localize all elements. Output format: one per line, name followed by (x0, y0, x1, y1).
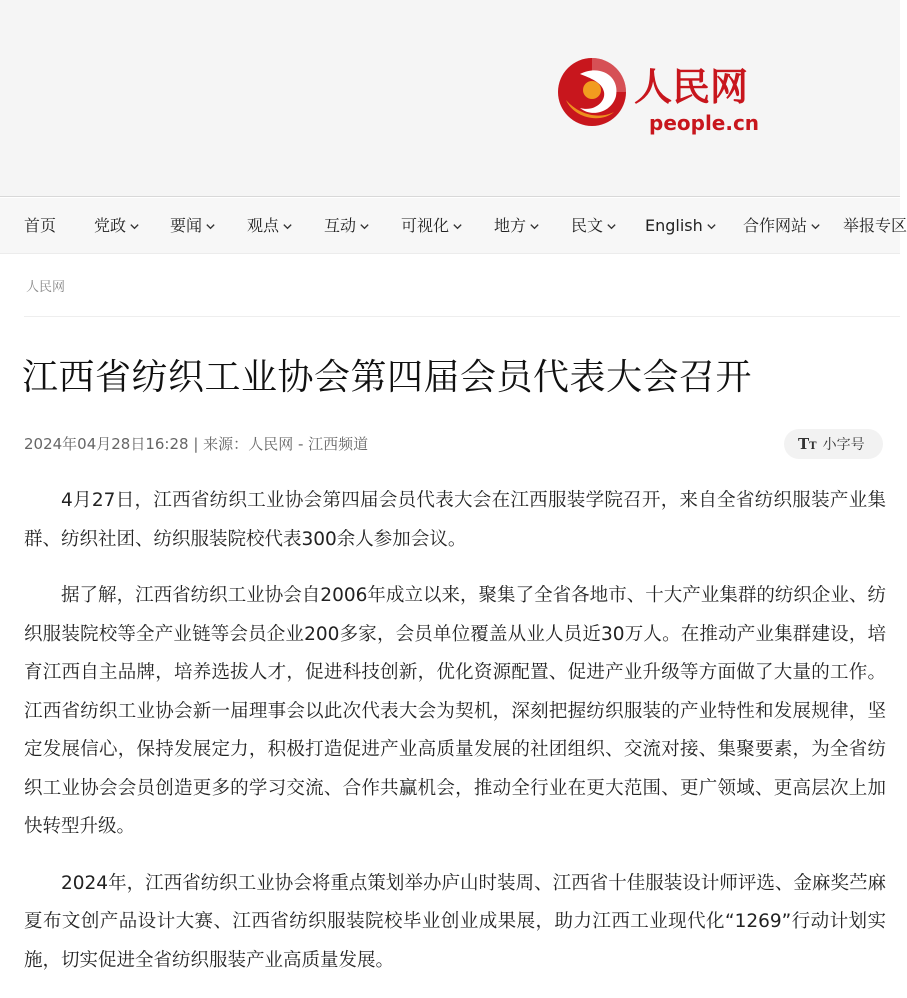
people-cn-logo[interactable] (556, 52, 776, 134)
nav-item-label: 可视化 (401, 216, 450, 235)
article-paragraph: 4月27日，江西省纺织工业协会第四届会员代表大会在江西服装学院召开，来自全省纺织服装产业集群、纺织社团、纺织服装院校代表300余人参加会议。 (24, 490, 886, 550)
nav-item-local[interactable] (494, 198, 540, 254)
nav-item-label: 要闻 (170, 216, 203, 235)
nav-item-label: English (645, 216, 703, 235)
chevron-down-icon (452, 221, 463, 232)
nav-item-news[interactable] (170, 198, 216, 254)
chevron-down-icon (706, 221, 717, 232)
chevron-down-icon (810, 221, 821, 232)
font-toggle-label: 小字号 (822, 437, 865, 453)
nav-item-label: 党政 (94, 216, 127, 235)
nav-item-interact[interactable] (324, 198, 370, 254)
chevron-down-icon (529, 221, 540, 232)
nav-item-label: 互动 (324, 216, 357, 235)
article-body (24, 482, 886, 998)
meta-separator: | (188, 435, 204, 453)
nav-item-visual[interactable] (401, 198, 463, 254)
nav-item-report[interactable] (843, 198, 907, 254)
publish-date: 2024年04月28日16:28 (24, 435, 189, 453)
logo-text-en: people.cn (649, 111, 760, 135)
nav-item-label: 首页 (24, 216, 57, 235)
article-paragraph: 2024年，江西省纺织工业协会将重点策划举办庐山时装周、江西省十佳服装设计师评选、金麻奖苎麻夏布文创产品设计大赛、江西省纺织服装院校毕业创业成果展，助力江西工业现代化“1269”行动计划实施，切实促进全省纺织服装产业高质量发展。 (24, 872, 886, 971)
main-nav (0, 198, 907, 254)
article-paragraph: 据了解，江西省纺织工业协会自2006年成立以来，聚集了全省各地市、十大产业集群的纺织企业、纺织服装院校等全产业链等会员企业200多家，会员单位覆盖从业人员近30万人。在推动产业集群建设，培育江西自主品牌，培养选拔人才，促进科技创新，优化资源配置、促进产业升级等方面做了大量的工作。江西省纺织工业协会新一届理事会以此次代表大会为契机，深刻把握纺织服装的产业特性和发展规律，坚定发展信心，保持发展定力，积极打造促进产业高质量发展的社团组织、交流对接、集聚要素，为全省纺织工业协会会员创造更多的学习交流、合作共赢机会，推动全行业在更大范围、更广领域、更高层次上加快转型升级。 (24, 585, 886, 837)
logo-text-cn: 人民网 (634, 64, 749, 109)
nav-item-ethnic[interactable] (571, 198, 617, 254)
chevron-down-icon (282, 221, 293, 232)
font-size-toggle-button[interactable] (784, 429, 883, 459)
nav-item-label: 举报专区 (843, 216, 907, 235)
page-title: 江西省纺织工业协会第四届会员代表大会召开 (22, 357, 753, 398)
nav-item-label: 观点 (247, 216, 280, 235)
text-size-icon: TT (798, 435, 817, 453)
breadcrumb[interactable]: 人民网 (26, 280, 66, 295)
nav-item-home[interactable] (24, 198, 56, 254)
source-label: 来源： (203, 435, 249, 453)
nav-item-opinion[interactable] (247, 198, 293, 254)
nav-item-label: 地方 (494, 216, 527, 235)
logo-emblem-icon (558, 58, 626, 126)
chevron-down-icon (129, 221, 140, 232)
source-link[interactable]: 人民网 - 江西频道 (248, 435, 369, 453)
site-header (0, 0, 900, 197)
chevron-down-icon (205, 221, 216, 232)
nav-item-party[interactable] (94, 198, 140, 254)
article-meta (24, 433, 368, 455)
chevron-down-icon (359, 221, 370, 232)
nav-item-label: 民文 (571, 216, 604, 235)
nav-item-label: 合作网站 (743, 216, 808, 235)
divider (24, 316, 900, 317)
nav-item-english[interactable] (645, 198, 717, 254)
nav-item-partners[interactable] (743, 198, 821, 254)
chevron-down-icon (606, 221, 617, 232)
